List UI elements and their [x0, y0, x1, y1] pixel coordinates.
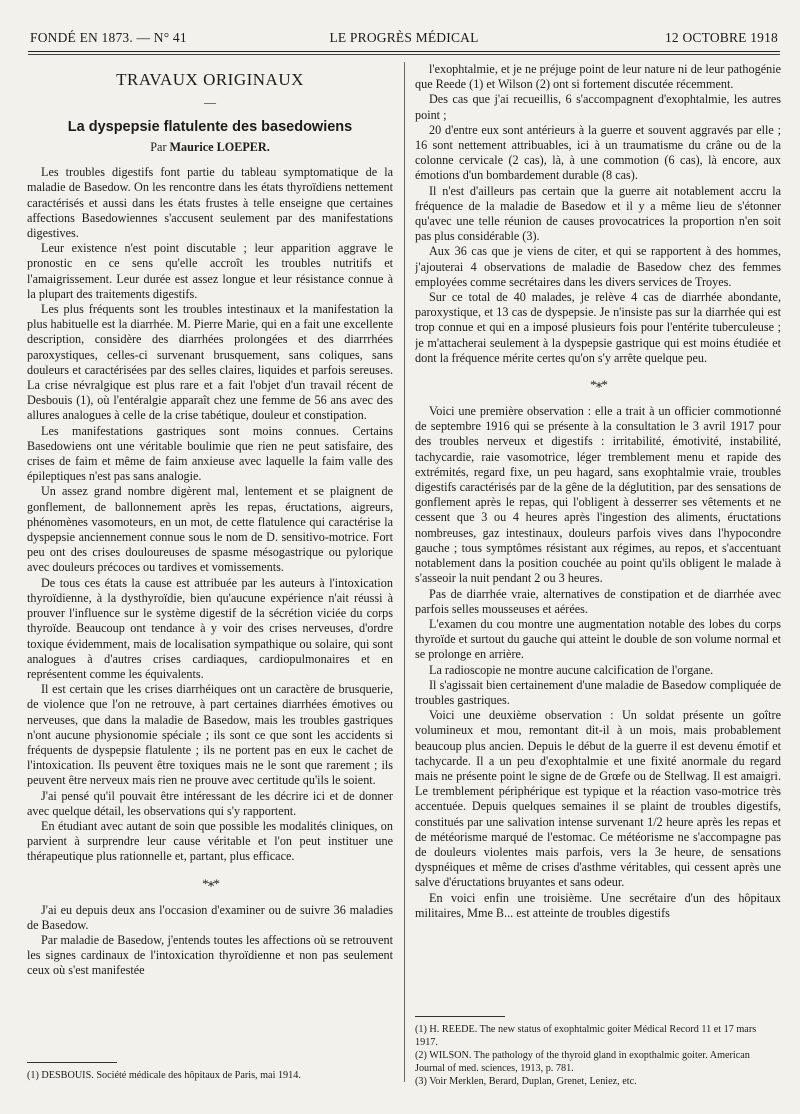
paragraph: Les manifestations gastriques sont moins connues. Certains Basedowiens ont une véritable boulimie que rien ne peut satisfaire, des crises de faim et même de faim anxieuse avec laquelle la faim valle des épileptiques n'est pas sans analogie. [27, 423, 393, 484]
paragraph: Pas de diarrhée vraie, alternatives de constipation et de diarrhée avec parfois selles mousseuses et aérées. [415, 586, 781, 616]
byline-prefix: Par [150, 140, 167, 154]
left-body-continued [27, 903, 393, 979]
header-journal-title: LE PROGRÈS MÉDICAL [329, 30, 479, 45]
right-body-continued [415, 404, 781, 921]
section-dash: — [204, 95, 216, 109]
footnote-left: (1) DESBOUIS. Société médicale des hôpitaux de Paris, mai 1914. [27, 1070, 301, 1081]
paragraph: Aux 36 cas que je viens de citer, et qui se rapportent à des hommes, j'ajouterai 4 observations de maladie de Basedow chez des femmes employées comme secrétaires dans les divers services de Troyes. [415, 244, 781, 289]
paragraph: L'examen du cou montre une augmentation notable des lobes du corps thyroïde et surtout du gauche qui atteint le double de son volume normal et se prolonge en arrière. [415, 616, 781, 662]
paragraph: J'ai pensé qu'il pouvait être intéressant de les décrire ici et de donner avec quelque détail, les observations qui s'y rapportent. [27, 788, 393, 818]
section-stars-right: *∗* [590, 377, 606, 393]
footnote-rule [415, 1016, 505, 1017]
header-date: 12 OCTOBRE 1918 [664, 30, 778, 45]
paragraph: Des cas que j'ai recueillis, 6 s'accompagnent d'exophtalmie, les autres point ; [415, 92, 781, 122]
article-title: La dyspepsie flatulente des basedowiens [67, 119, 353, 135]
paragraph: Les troubles digestifs font partie du tableau symptomatique de la maladie de Basedow. On les rencontre dans les états thyroïdiens nettement caractérisés et aussi dans les états frustes à telle enseigne que certaines affections Basedowiennes s'accusent seulement par des manifestations digestives. [27, 165, 393, 241]
right-column [415, 62, 781, 1102]
paragraph: 20 d'entre eux sont antérieurs à la guerre et souvent aggravés par elle ; 16 sont nettement attribuables, ici à un traumatisme du crâne ou de la colonne cervicale (2 cas), là, à une commotion (6 cas), là encore, aux émotions d'un bombardement durable (8 cas). [415, 122, 781, 183]
footnote-rule [27, 1062, 117, 1063]
paragraph: Par maladie de Basedow, j'entends toutes les affections où se retrouvent les signes cardinaux de l'intoxication thyroïdienne et non pas seulement ceux où s'est manifestée [27, 932, 393, 978]
right-body [415, 62, 781, 366]
header-rule-thin [28, 54, 780, 55]
paragraph: Leur existence n'est point discutable ; leur apparition aggrave le pronostic en ce sens qu'elle accroît les troubles nutritifs et l'amaigrissement. Leur durée est assez longue et leur résistance connue à la plupart des traitements digestifs. [27, 241, 393, 301]
footnotes-right-block [415, 1006, 781, 1088]
section-stars-left: *∗* [202, 875, 218, 891]
footnote: (2) WILSON. The pathology of the thyroid gland in exopthalmic goiter. American Journal of med. sciences, 1913, p. 781. [415, 1050, 750, 1074]
left-column [27, 62, 393, 1102]
paragraph: Il est certain que les crises diarrhéiques ont un caractère de brusquerie, de violence que l'on ne retrouve, à part certaines diarrhées émotives ou nerveuses, que dans la maladie de Basedow, mais les troubles gastriques n'ont aucune physionomie spéciale ; ils sont ce que sont les accidents si fréquents de dyspepsie flatulente ; ils ne portent pas en eux le cachet de l'intoxication. Ils peuvent être toxiques mais ne le sont que rarement ; ils peuvent être nerveux mais rien ne prouve avec certitude qu'ils le soient. [27, 682, 393, 788]
article-author: Maurice LOEPER. [169, 140, 270, 154]
header-issue: FONDÉ EN 1873. — N° 41 [30, 30, 187, 45]
paragraph: Un assez grand nombre digèrent mal, lentement et se plaignent de gonflement, de ballonnement après les repas, éructations, aigreurs, phénomènes vasomoteurs, en un mot, de cette flatulence qui caractérise la dyspepsie anciennement connue sous le nom de D. sensitivo-motrice. Fort peu ont des crises douloureuses de spasme mésogastrique ou pylorique avec douleurs précoces ou tardives et vomissements. [27, 484, 393, 575]
header-rule [28, 51, 780, 52]
paragraph: Voici une deuxième observation : Un soldat présente un goître volumineux et mou, remontant dit-il à un mois, mais probablement beaucoup plus ancien. Depuis le début de la guerre il est devenu émotif et tachycarde. Il a un peu d'exophtalmie et une fixité anormale du regard mais ne présente point le signe de de Grœfe ou de Stellwag. Il est amaigri. Le tremblement périphérique est typique et la réaction vaso-motrice très accentuée. Depuis quelques semaines il se plaint de troubles digestifs, constitués par une salivation intense survenant 1/2 heure après les repas et de météorisme marqué de l'estomac. Ce météorisme ne s'accompagne pas de douleurs violentes mais parfois, vers la 3e heure, de sensations dyspnéiques et même de crises d'asthme véritables, qui cessent après une salve d'éructations bruyantes et sans odeur. [415, 708, 781, 890]
paragraph: J'ai eu depuis deux ans l'occasion d'examiner ou de suivre 36 maladies de Basedow. [27, 902, 393, 932]
paragraph: De tous ces états la cause est attribuée par les auteurs à l'intoxication thyroïdienne, à la dysthyroïdie, bien qu'aucune expérience n'ait réussi à prouver l'influence sur le système digestif de la sécrétion viciée du corps thyroïde. Beaucoup ont tendance à y voir des crises nerveuses, d'ordre toxique évidemment, mais de localisation sympathique ou solaire, qui sont analogues à d'autres crises cardiaques, cardiopulmonaires et en représentent comme les équivalents. [27, 575, 393, 681]
article-byline [27, 140, 393, 155]
footnote-left-block [27, 1052, 393, 1082]
paragraph: Voici une première observation : elle a trait à un officier commotionné de septembre 1916 qui se présente à la consultation le 3 avril 1917 pour des troubles nerveux et digestifs : irritabilité, émotivité, instabilité, tachycardie, raie vasomotrice, léger tremblement menu et rapide des extrémités, regard fixe, un peu hagard, sans exophtalmie vraie, troubles digestifs caractérisés par de la gêne de la déglutition, par des sensations de gonflement après le repas, qui l'obligent à desserrer ses vêtements et ne cessent que 3 ou 4 heures après l'ingestion des aliments, éructations nombreuses, gaz intestinaux, douleurs parfois vives dans l'hypocondre gauche ; tous symptômes résistant aux régimes, au repos, et s'accentuant notablement dans la position couchée au point qu'ils obligent le malade à s'asseoir la nuit pendant 2 ou 3 heures. [415, 404, 781, 586]
paragraph: Sur ce total de 40 malades, je relève 4 cas de diarrhée abondante, paroxystique, et 13 cas de dyspepsie. Je n'insiste pas sur la diarrhée qui est trop connue et qui en a imposé plusieurs fois pour l'entérite tuberculeuse ; je m'attacherai seulement à la dyspepsie gastrique qui est moins étudiée et dont la fréquence mérite certes qu'on s'y arrête quelque peu. [415, 290, 781, 365]
footnote: (1) H. REEDE. The new status of exophtalmic goiter Médical Record 11 et 17 mars 1917. [415, 1024, 757, 1048]
paragraph: Il s'agissait bien certainement d'une maladie de Basedow compliquée de troubles gastriques. [415, 677, 781, 707]
footnote: (3) Voir Merklen, Berard, Duplan, Grenet, Leniez, etc. [415, 1076, 637, 1087]
paragraph: En étudiant avec autant de soin que possible les modalités cliniques, on parvient à surprendre leur cause véritable et l'on peut instituer une thérapeutique plus rationnelle et, partant, plus efficace. [27, 818, 393, 864]
paragraph: Les plus fréquents sont les troubles intestinaux et la manifestation la plus habituelle est la diarrhée. M. Pierre Marie, qui en a fait une excellente description, considère des diarrhées prolongées et des diarrrhées paroxystiques, celles-ci survenant brusquement, sans coliques, sans douleurs et caractérisées par des selles claires, liquides et parfois sereuses. La crise névralgique est plus rare et a fait l'objet d'un travail récent de Desbouis (1), où l'entéralgie apparaît chez une femme de 56 ans avec des allures analogues à celle de la crise tabétique, douleur et constipation. [27, 302, 393, 423]
column-separator [404, 62, 405, 1082]
section-title: TRAVAUX ORIGINAUX [116, 70, 304, 89]
paragraph: La radioscopie ne montre aucune calcification de l'organe. [429, 662, 714, 677]
left-body [27, 165, 393, 864]
footnotes-right [415, 1023, 781, 1088]
page-header [30, 30, 778, 52]
paragraph: Il n'est d'ailleurs pas certain que la guerre ait notablement accru la fréquence de la maladie de Basedow et il y a même lieu de s'étonner qu'avec une telle réunion de causes provocatrices la proportion n'en soit pas plus considérable (3). [415, 183, 781, 244]
paragraph: En voici enfin une troisième. Une secrétaire d'un des hôpitaux militaires, Mme B... est atteinte de troubles digestifs [415, 890, 781, 920]
paragraph: l'exophtalmie, et je ne préjuge point de leur nature ni de leur pathogénie que Reede (1) et Wilson (2) ont si fortement discutée récemment. [415, 62, 781, 92]
